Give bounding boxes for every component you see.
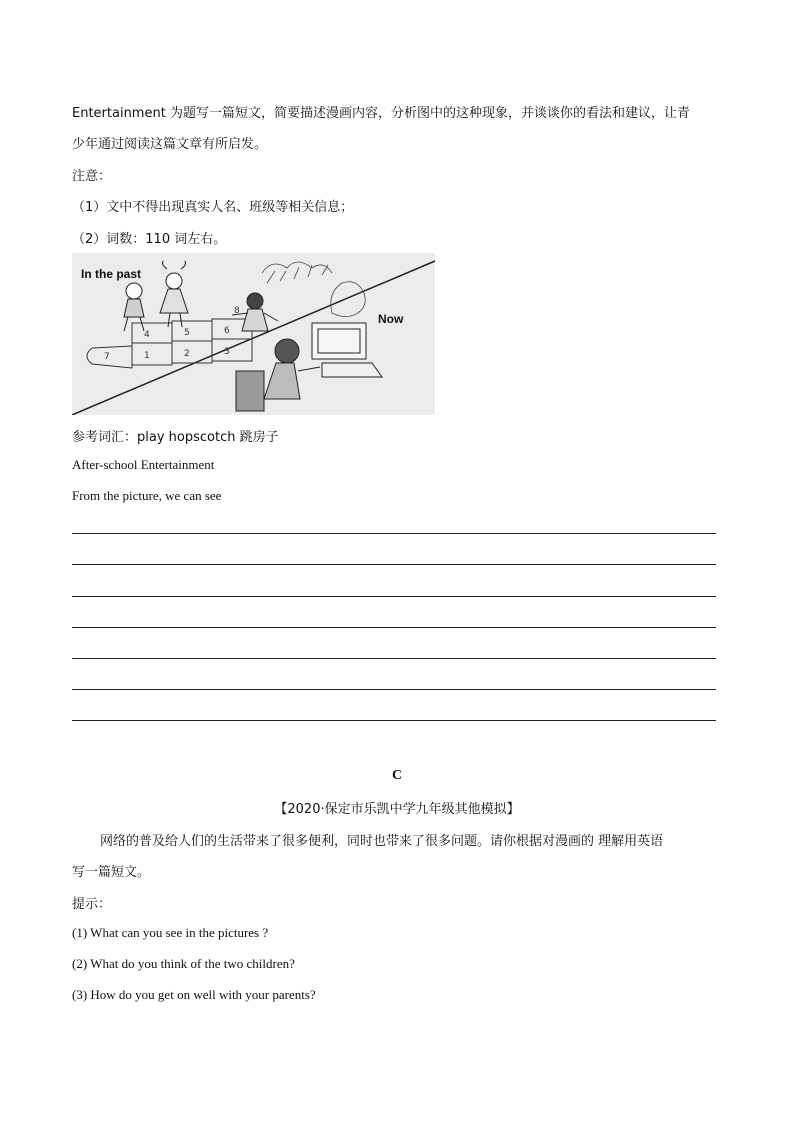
note-item-1: （1）文中不得出现真实人名、班级等相关信息； — [72, 200, 354, 215]
intro-line-2: 少年通过阅读这篇文章有所启发。 — [72, 137, 268, 152]
hopscotch-number: 6 — [224, 326, 230, 336]
hopscotch-number: 4 — [144, 330, 150, 340]
hint-item-2: (2) What do you think of the two children? — [72, 956, 295, 971]
writing-line[interactable] — [72, 533, 716, 534]
hopscotch-number: 8 — [234, 306, 240, 316]
writing-line[interactable] — [72, 627, 716, 628]
label-in-the-past: In the past — [81, 267, 142, 281]
hopscotch-number: 5 — [184, 328, 190, 338]
hint-item-1: (1) What can you see in the pictures ? — [72, 925, 269, 940]
writing-line[interactable] — [72, 564, 716, 565]
writing-line[interactable] — [72, 689, 716, 690]
essay-title: After-school Entertainment — [72, 457, 215, 472]
writing-line[interactable] — [72, 658, 716, 659]
section-c-prompt-line-2: 写一篇短文。 — [72, 865, 151, 880]
intro-line-1: Entertainment 为题写一篇短文，简要描述漫画内容，分析图中的这种现象，并谈谈你的看法和建议，让青 — [72, 106, 690, 121]
cartoon-drawing — [72, 253, 435, 415]
hopscotch-number: 2 — [184, 349, 190, 359]
essay-opening: From the picture, we can see — [72, 488, 222, 503]
writing-line[interactable] — [72, 596, 716, 597]
section-c-prompt-line-1: 网络的普及给人们的生活带来了很多便利，同时也带来了很多问题。请你根据对漫画的 理解用英语 — [100, 834, 664, 849]
section-c-source: 【2020·保定市乐凯中学九年级其他模拟】 — [274, 802, 520, 817]
hint-item-3: (3) How do you get on well with your parents? — [72, 987, 316, 1002]
vocabulary-hint: 参考词汇：play hopscotch 跳房子 — [72, 430, 279, 445]
hopscotch-number: 1 — [144, 351, 150, 361]
notes-heading: 注意： — [72, 169, 112, 184]
note-item-2: （2）词数：110 词左右。 — [72, 232, 227, 247]
label-now: Now — [378, 312, 404, 326]
section-c-letter: C — [391, 768, 403, 783]
hopscotch-number: 7 — [104, 352, 110, 362]
hopscotch-number: 3 — [224, 347, 230, 357]
hints-heading: 提示： — [72, 897, 112, 912]
writing-line[interactable] — [72, 720, 716, 721]
hopscotch-cartoon-image — [72, 253, 435, 415]
